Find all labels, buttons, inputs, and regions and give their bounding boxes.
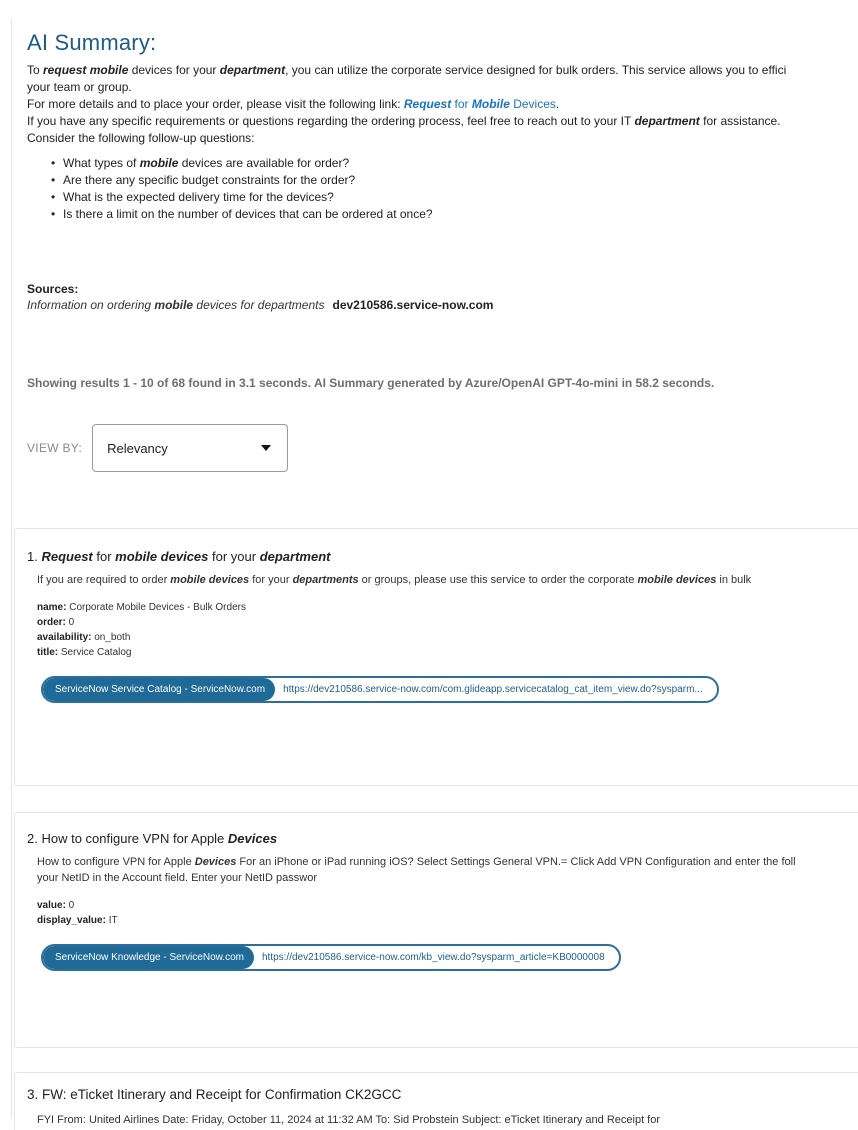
source-domain: dev210586.service-now.com (332, 298, 494, 312)
metadata-row: value: 0 (37, 900, 75, 911)
source-item: Information on ordering mobile devices for departments dev210586.service-now.com (27, 298, 494, 312)
source-url: https://dev210586.service-now.com/kb_view.do?sysparm_article=KB0000008 (261, 952, 605, 963)
ai-summary-paragraph-1-cont: your team or group. (27, 80, 132, 94)
results-stats: Showing results 1 - 10 of 68 found in 3.1 seconds. AI Summary generated by Azure/OpenAI GPT-4o-mini in 58.2 seconds. (27, 376, 715, 390)
metadata-row: title: Service Catalog (37, 647, 132, 658)
result-metadata (27, 600, 858, 660)
source-name-badge: ServiceNow Knowledge - ServiceNow.com (43, 946, 254, 969)
ai-summary-paragraph-3: If you have any specific requirements or questions regarding the ordering process, feel free to reach out to your IT department for assistance. (27, 114, 781, 128)
source-name-badge: ServiceNow Service Catalog - ServiceNow.com (43, 678, 275, 701)
ai-summary-paragraph-1: To request mobile devices for your department, you can utilize the corporate service designed for bulk orders. This service allows you to effici (27, 63, 787, 77)
result-card (14, 528, 858, 786)
ai-summary-paragraph-4: Consider the following follow-up questions: (27, 131, 255, 145)
ai-summary (27, 30, 858, 223)
result-title[interactable]: 3. FW: eTicket Itinerary and Receipt for Confirmation CK2GCC (27, 1087, 402, 1102)
ai-summary-paragraph-2: For more details and to place your order, please visit the following link: Request for Mobile Devices. (27, 97, 560, 111)
result-description: If you are required to order mobile devices for your departments or groups, please use this service to order the corporate mobile devices in bulk (37, 574, 752, 586)
result-metadata (27, 898, 858, 928)
result-card (14, 812, 858, 1048)
ai-summary-title: AI Summary: (27, 30, 157, 55)
result-source-link[interactable] (41, 676, 719, 703)
result-source-link[interactable] (41, 944, 621, 971)
caret-down-icon (261, 445, 271, 451)
follow-up-question: • What is the expected delivery time for the devices? (63, 189, 858, 206)
view-by-select[interactable] (92, 424, 288, 472)
metadata-row: name: Corporate Mobile Devices - Bulk Orders (37, 602, 246, 613)
result-title[interactable]: 2. How to configure VPN for Apple Devices (27, 831, 278, 846)
result-title[interactable]: 1. Request for mobile devices for your department (27, 549, 331, 564)
sources-label: Sources: (27, 282, 79, 296)
view-by (27, 424, 288, 472)
request-mobile-devices-link[interactable]: Request for Mobile Devices (403, 97, 556, 111)
metadata-row: order: 0 (37, 617, 75, 628)
follow-up-question: • What types of mobile devices are available for order? (63, 155, 858, 172)
result-description: How to configure VPN for Apple Devices For an iPhone or iPad running iOS? Select Settings General VPN.= Click Add VPN Configuration and enter the foll your NetID in the Account field. Enter your NetID passwor (37, 856, 796, 884)
metadata-row: availability: on_both (37, 632, 131, 643)
view-by-label: VIEW BY: (27, 441, 83, 455)
follow-up-questions (27, 155, 858, 223)
left-panel-edge (0, 18, 12, 1118)
follow-up-question: • Is there a limit on the number of devices that can be ordered at once? (63, 206, 858, 223)
metadata-row: display_value: IT (37, 915, 118, 926)
follow-up-question: • Are there any specific budget constraints for the order? (63, 172, 858, 189)
result-description: FYI From: United Airlines Date: Friday, October 11, 2024 at 11:32 AM To: Sid Probstein Subject: eTicket Itinerary and Receipt for (37, 1114, 661, 1126)
result-card (14, 1072, 858, 1130)
sources (27, 282, 493, 312)
view-by-selected-value: Relevancy (107, 440, 168, 456)
source-url: https://dev210586.service-now.com/com.glideapp.servicecatalog_cat_item_view.do?sysparm... (283, 684, 703, 695)
